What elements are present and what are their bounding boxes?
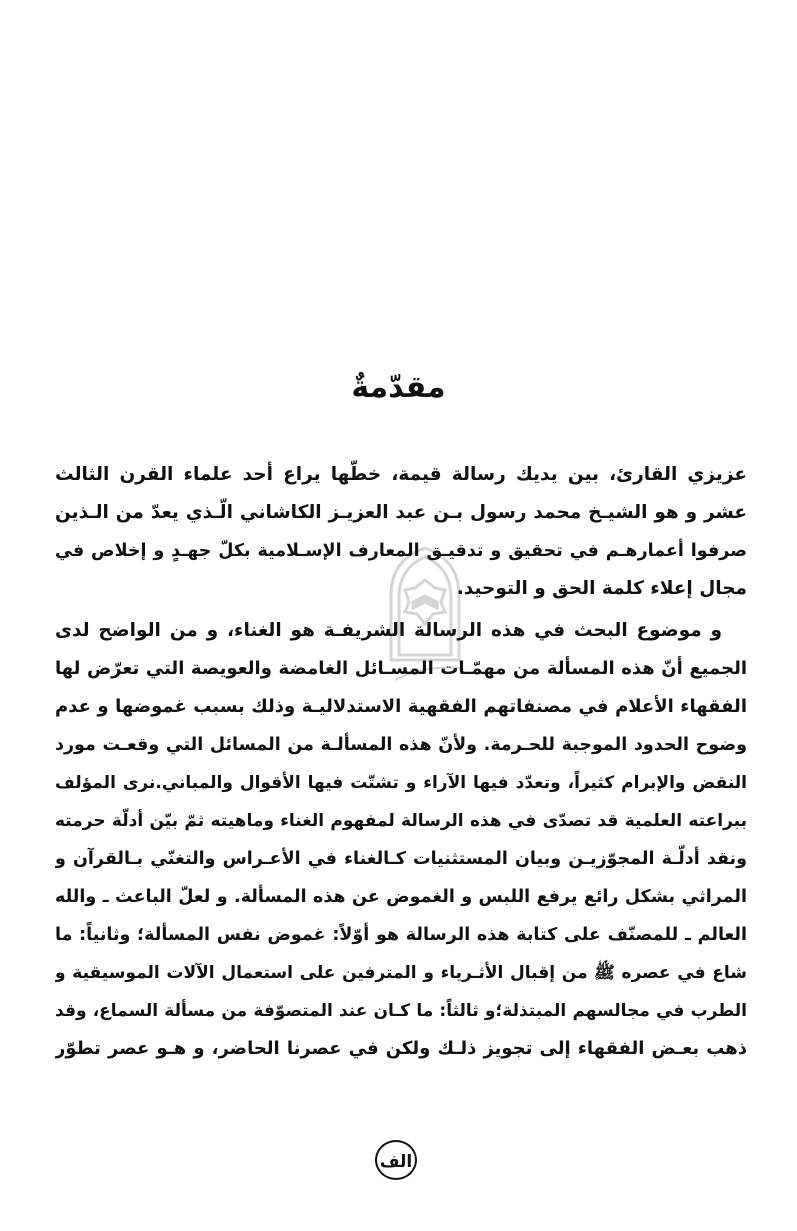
paragraph-2-line: ذهب بعـض الفقهاء إلى تجويز ذلـك ولكن في عصرنا الحاضر، و هـو عصر تطوّر bbox=[55, 1038, 747, 1059]
paragraph-1-line: صرفوا أعمارهـم في تحقيق و تدقيـق المعارف الإسـلامية بكلّ جهـدٍ و إخلاص في bbox=[55, 541, 747, 561]
paragraph-2-line: الفقهاء الأعلام في مصنفاتهم الفقهية الاستدلاليـة وذلك بسبب غموضها و عدم bbox=[55, 696, 747, 717]
paragraph-2-line: العالم ـ للمصنّف على كتابة هذه الرسالة هو أوّلاً: غموض نفس المسألة؛ وثانياً: ما bbox=[55, 925, 747, 945]
paragraph-2-line: و موضوع البحث في هذه الرسالة الشريفـة هو الغناء، و من الواضح لدى bbox=[55, 620, 722, 641]
paragraph-2-line: وضوح الحدود الموجبة للحـرمة. ولأنّ هذه المسألـة من المسائل التي وقعـت مورد bbox=[55, 735, 747, 755]
paragraph-2-line: ببراعته العلمية قد تصدّى في هذه الرسالة لمفهوم الغناء وماهيته ثمّ بيّن أدلّة حرمته bbox=[55, 811, 747, 831]
page-title: مقدّمةٌ bbox=[351, 370, 446, 405]
page-number: الف bbox=[375, 1140, 417, 1180]
paragraph-2-line: الجميع أنّ هذه المسألة من مهمّـات المسـائل الغامضة والعويصة التي تعرّض لها bbox=[55, 658, 747, 679]
paragraph-2-line: النقض والإبرام كثيراً، وتعدّد فيها الآراء و تشتّت فيها الأقوال والمباني.نرى المؤلف bbox=[55, 773, 747, 793]
paragraph-2-line: المراثي بشكل رائع يرفع اللبس و الغموض عن هذه المسألة. و لعلّ الباعث ـ والله bbox=[55, 887, 747, 907]
paragraph-1-line: مجال إعلاء كلمة الحق و التوحيد. bbox=[456, 578, 747, 599]
paragraph-1-line: عزيزي القارئ، بين يديك رسالة قيمة، خطّها يراع أحد علماء القرن الثالث bbox=[55, 464, 747, 485]
paragraph-2-line: شاع في عصره ﷺ من إقبال الأثـرياء و المترفين على استعمال الآلات الموسيقية و bbox=[55, 963, 747, 983]
paragraph-2-line: الطرب في مجالسهم المبتذلة؛و ثالثاً: ما كـان عند المتصوّفة من مسألة السماع، وقد bbox=[55, 1001, 747, 1021]
paragraph-2-line: ونقد أدلّـة المجوّزيـن وبيان المستثنيات كـالغناء في الأعـراس والتغنّي بـالقرآن و bbox=[55, 849, 747, 869]
paragraph-1-line: عشر و هو الشيـخ محمد رسول بـن عبد العزيـز الكاشاني الّـذي يعدّ من الـذين bbox=[55, 502, 747, 523]
